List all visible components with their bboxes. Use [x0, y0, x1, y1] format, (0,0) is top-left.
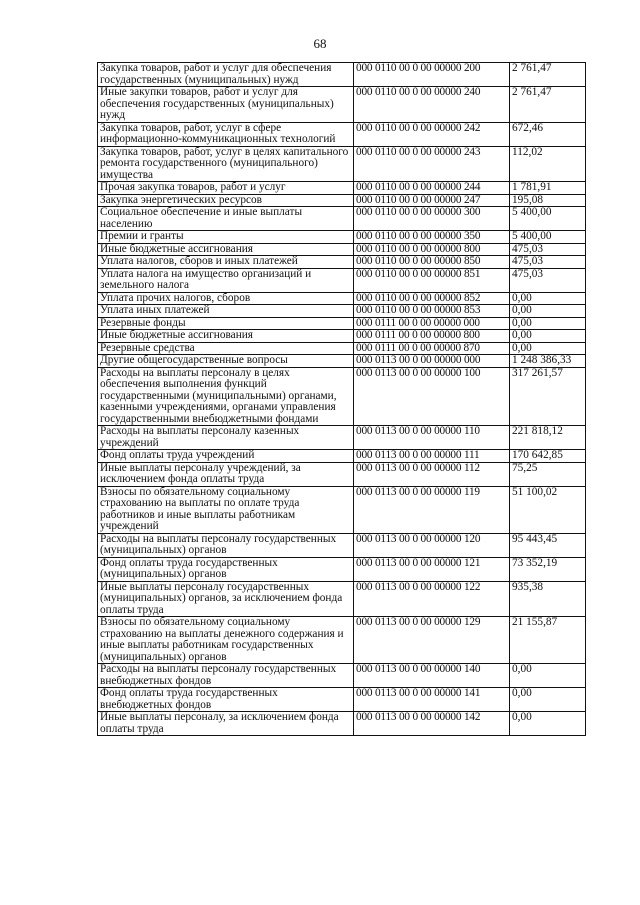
- table-row: [98, 617, 586, 664]
- expense-name-cell: Фонд оплаты труда государственных (муниципальных) органов: [98, 557, 354, 581]
- budget-code-cell: 000 0113 00 0 00 00000 120: [354, 533, 510, 557]
- table-row: [98, 450, 586, 463]
- budget-code-cell: 000 0113 00 0 00 00000 110: [354, 426, 510, 450]
- expense-name-cell: Расходы на выплаты персоналу казенных учреждений: [98, 426, 354, 450]
- budget-table-body: [98, 63, 586, 736]
- budget-code-cell: 000 0110 00 0 00 00000 200: [354, 63, 510, 87]
- table-row: [98, 87, 586, 123]
- table-row: [98, 182, 586, 195]
- budget-code-cell: 000 0113 00 0 00 00000 129: [354, 617, 510, 664]
- amount-cell: 0,00: [510, 292, 586, 305]
- budget-table: [97, 62, 586, 736]
- expense-name-cell: Закупка товаров, работ и услуг для обеспечения государственных (муниципальных) нужд: [98, 63, 354, 87]
- expense-name-cell: Фонд оплаты труда государственных внебюджетных фондов: [98, 688, 354, 712]
- page-number: 68: [313, 36, 327, 51]
- expense-name-cell: Уплата прочих налогов, сборов: [98, 292, 354, 305]
- amount-cell: 317 261,57: [510, 367, 586, 426]
- table-row: [98, 305, 586, 318]
- budget-code-cell: 000 0110 00 0 00 00000 244: [354, 182, 510, 195]
- amount-cell: 475,03: [510, 256, 586, 269]
- expense-name-cell: Резервные фонды: [98, 317, 354, 330]
- amount-cell: 1 781,91: [510, 182, 586, 195]
- budget-code-cell: 000 0113 00 0 00 00000 111: [354, 450, 510, 463]
- budget-code-cell: 000 0113 00 0 00 00000 140: [354, 664, 510, 688]
- amount-cell: 0,00: [510, 688, 586, 712]
- table-row: [98, 342, 586, 355]
- budget-code-cell: 000 0113 00 0 00 00000 000: [354, 355, 510, 368]
- amount-cell: 112,02: [510, 146, 586, 182]
- table-row: [98, 355, 586, 368]
- expense-name-cell: Расходы на выплаты персоналу государственных (муниципальных) органов: [98, 533, 354, 557]
- table-row: [98, 243, 586, 256]
- expense-name-cell: Уплата иных платежей: [98, 305, 354, 318]
- budget-code-cell: 000 0110 00 0 00 00000 850: [354, 256, 510, 269]
- table-row: [98, 486, 586, 533]
- budget-code-cell: 000 0110 00 0 00 00000 851: [354, 268, 510, 292]
- table-row: [98, 256, 586, 269]
- budget-code-cell: 000 0113 00 0 00 00000 142: [354, 712, 510, 736]
- budget-code-cell: 000 0111 00 0 00 00000 000: [354, 317, 510, 330]
- table-row: [98, 367, 586, 426]
- amount-cell: 195,08: [510, 194, 586, 207]
- budget-code-cell: 000 0113 00 0 00 00000 121: [354, 557, 510, 581]
- amount-cell: 73 352,19: [510, 557, 586, 581]
- expense-name-cell: Закупка товаров, работ, услуг в сфере информационно-коммуникационных технологий: [98, 122, 354, 146]
- amount-cell: 2 761,47: [510, 63, 586, 87]
- budget-code-cell: 000 0110 00 0 00 00000 240: [354, 87, 510, 123]
- expense-name-cell: Уплата налога на имущество организаций и земельного налога: [98, 268, 354, 292]
- expense-name-cell: Расходы на выплаты персоналу в целях обеспечения выполнения функций государственными (муниципальными) органами, казенными учреждениями, органами управления государственными внебюджетными фондами: [98, 367, 354, 426]
- amount-cell: 5 400,00: [510, 207, 586, 231]
- expense-name-cell: Другие общегосударственные вопросы: [98, 355, 354, 368]
- amount-cell: 1 248 386,33: [510, 355, 586, 368]
- expense-name-cell: Иные бюджетные ассигнования: [98, 330, 354, 343]
- table-row: [98, 533, 586, 557]
- amount-cell: 2 761,47: [510, 87, 586, 123]
- table-row: [98, 557, 586, 581]
- table-row: [98, 712, 586, 736]
- expense-name-cell: Взносы по обязательному социальному страхованию на выплаты по оплате труда работников и иные выплаты работникам учреждений: [98, 486, 354, 533]
- amount-cell: 170 642,85: [510, 450, 586, 463]
- table-row: [98, 194, 586, 207]
- amount-cell: 0,00: [510, 664, 586, 688]
- budget-code-cell: 000 0113 00 0 00 00000 122: [354, 581, 510, 617]
- table-row: [98, 581, 586, 617]
- amount-cell: 0,00: [510, 342, 586, 355]
- expense-name-cell: Резервные средства: [98, 342, 354, 355]
- amount-cell: 51 100,02: [510, 486, 586, 533]
- budget-code-cell: 000 0110 00 0 00 00000 350: [354, 231, 510, 244]
- expense-name-cell: Социальное обеспечение и иные выплаты населению: [98, 207, 354, 231]
- table-row: [98, 231, 586, 244]
- budget-code-cell: 000 0110 00 0 00 00000 852: [354, 292, 510, 305]
- amount-cell: 0,00: [510, 317, 586, 330]
- expense-name-cell: Иные выплаты персоналу учреждений, за исключением фонда оплаты труда: [98, 462, 354, 486]
- budget-code-cell: 000 0110 00 0 00 00000 243: [354, 146, 510, 182]
- amount-cell: 935,38: [510, 581, 586, 617]
- amount-cell: 221 818,12: [510, 426, 586, 450]
- amount-cell: 475,03: [510, 268, 586, 292]
- amount-cell: 75,25: [510, 462, 586, 486]
- amount-cell: 5 400,00: [510, 231, 586, 244]
- budget-code-cell: 000 0110 00 0 00 00000 300: [354, 207, 510, 231]
- table-row: [98, 688, 586, 712]
- amount-cell: 0,00: [510, 330, 586, 343]
- amount-cell: 95 443,45: [510, 533, 586, 557]
- table-row: [98, 317, 586, 330]
- expense-name-cell: Уплата налогов, сборов и иных платежей: [98, 256, 354, 269]
- expense-name-cell: Иные выплаты персоналу государственных (муниципальных) органов, за исключением фонда оплаты труда: [98, 581, 354, 617]
- expense-name-cell: Иные бюджетные ассигнования: [98, 243, 354, 256]
- table-row: [98, 268, 586, 292]
- expense-name-cell: Премии и гранты: [98, 231, 354, 244]
- amount-cell: 0,00: [510, 712, 586, 736]
- expense-name-cell: Взносы по обязательному социальному страхованию на выплаты денежного содержания и иные выплаты работникам государственных (муниципальных) органов: [98, 617, 354, 664]
- budget-code-cell: 000 0113 00 0 00 00000 112: [354, 462, 510, 486]
- table-row: [98, 207, 586, 231]
- expense-name-cell: Расходы на выплаты персоналу государственных внебюджетных фондов: [98, 664, 354, 688]
- expense-name-cell: Закупка энергетических ресурсов: [98, 194, 354, 207]
- expense-name-cell: Иные выплаты персоналу, за исключением фонда оплаты труда: [98, 712, 354, 736]
- table-row: [98, 664, 586, 688]
- table-row: [98, 330, 586, 343]
- budget-code-cell: 000 0113 00 0 00 00000 100: [354, 367, 510, 426]
- budget-code-cell: 000 0111 00 0 00 00000 870: [354, 342, 510, 355]
- expense-name-cell: Прочая закупка товаров, работ и услуг: [98, 182, 354, 195]
- budget-code-cell: 000 0110 00 0 00 00000 242: [354, 122, 510, 146]
- expense-name-cell: Закупка товаров, работ, услуг в целях капитального ремонта государственного (муниципального) имущества: [98, 146, 354, 182]
- budget-code-cell: 000 0110 00 0 00 00000 247: [354, 194, 510, 207]
- table-row: [98, 122, 586, 146]
- amount-cell: 672,46: [510, 122, 586, 146]
- table-row: [98, 462, 586, 486]
- budget-code-cell: 000 0113 00 0 00 00000 119: [354, 486, 510, 533]
- expense-name-cell: Фонд оплаты труда учреждений: [98, 450, 354, 463]
- amount-cell: 21 155,87: [510, 617, 586, 664]
- budget-code-cell: 000 0110 00 0 00 00000 800: [354, 243, 510, 256]
- budget-code-cell: 000 0111 00 0 00 00000 800: [354, 330, 510, 343]
- table-row: [98, 426, 586, 450]
- amount-cell: 475,03: [510, 243, 586, 256]
- amount-cell: 0,00: [510, 305, 586, 318]
- expense-name-cell: Иные закупки товаров, работ и услуг для обеспечения государственных (муниципальных) нужд: [98, 87, 354, 123]
- table-row: [98, 63, 586, 87]
- table-row: [98, 146, 586, 182]
- table-row: [98, 292, 586, 305]
- budget-code-cell: 000 0113 00 0 00 00000 141: [354, 688, 510, 712]
- budget-code-cell: 000 0110 00 0 00 00000 853: [354, 305, 510, 318]
